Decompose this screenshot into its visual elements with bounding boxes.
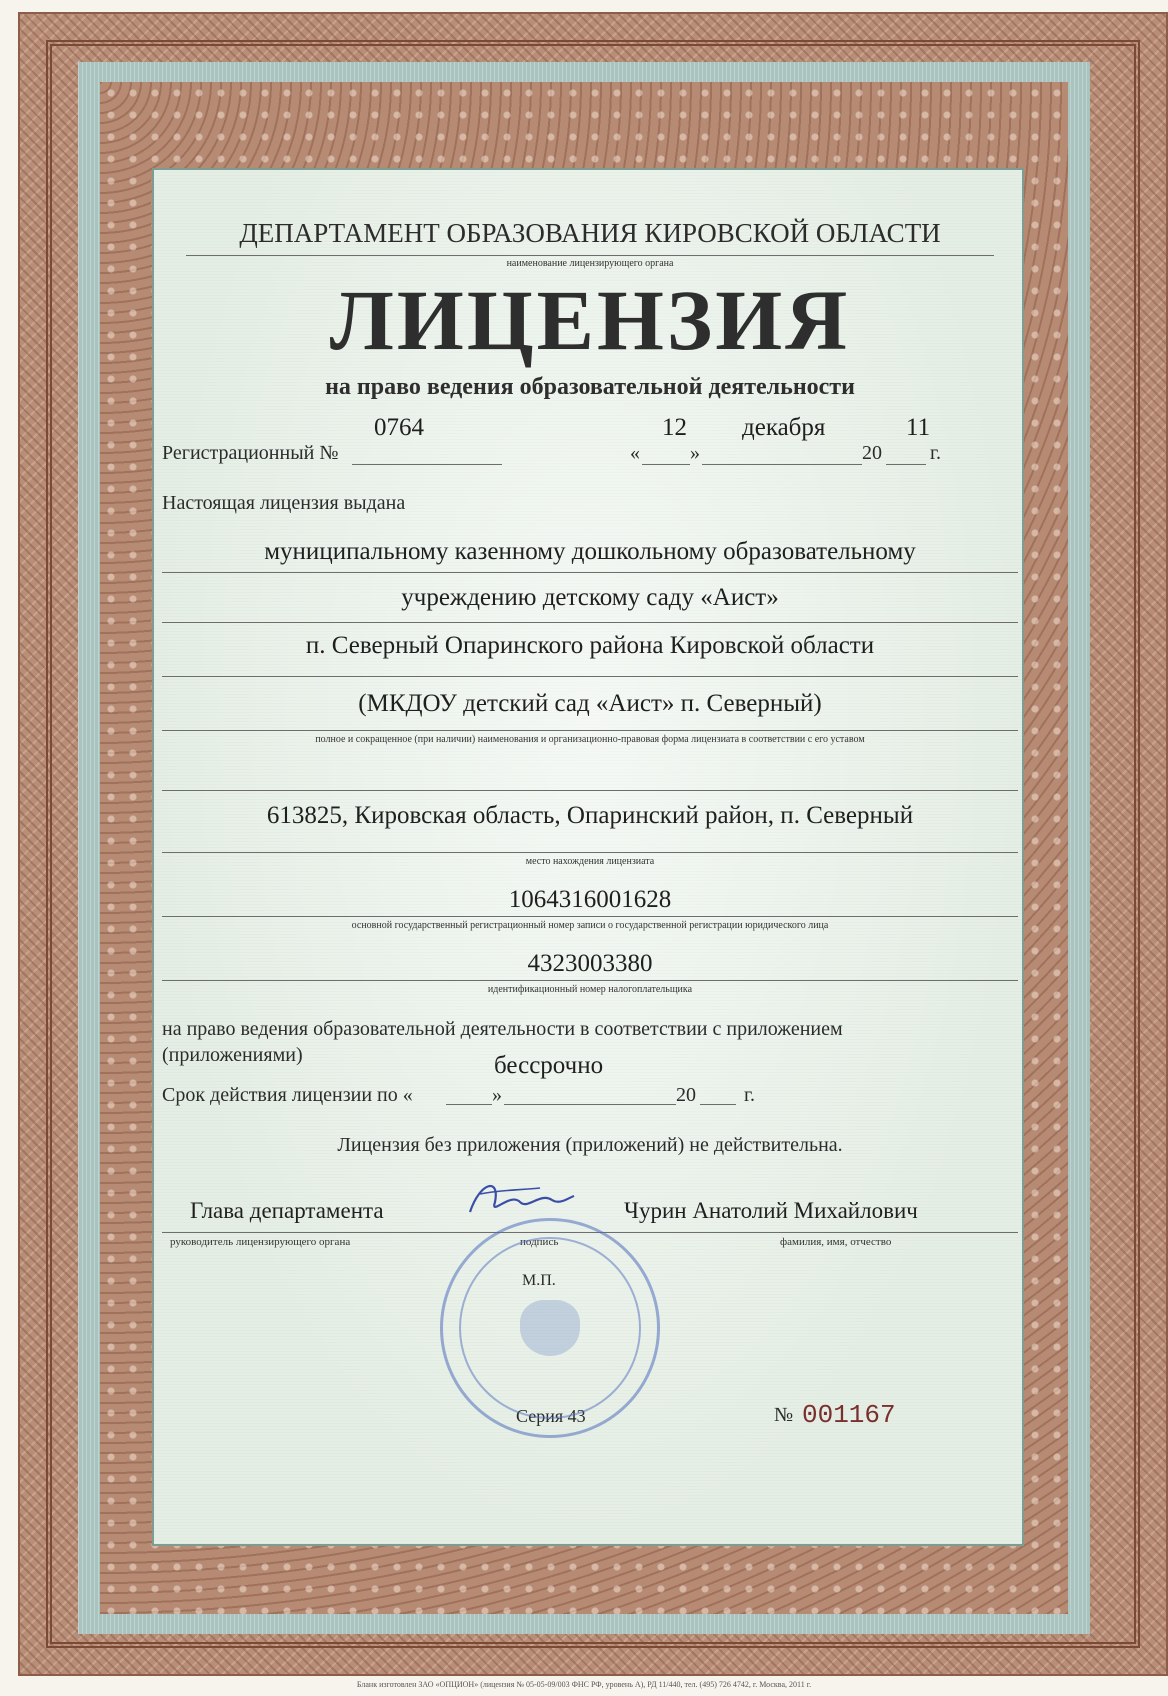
reg-number: 0764: [374, 414, 424, 441]
licensee-line-3: п. Северный Опаринского района Кировской области: [305, 632, 875, 659]
date-year: 11: [906, 414, 931, 441]
name-caption: фамилия, имя, отчество: [780, 1236, 892, 1248]
authority-underline: [186, 255, 994, 256]
licensee-short-name: (МКДОУ детский сад «Аист» п. Северный): [358, 690, 822, 717]
licensee-underline-2: [162, 622, 1018, 623]
validity-suffix: г.: [744, 1084, 755, 1106]
licensee-caption: полное и сокращенное (при наличии) наименования и организационно-правовая форма лицензиата в соответствии с его уставом: [315, 734, 865, 745]
licensee-underline-1: [162, 572, 1018, 573]
issued-to-label: Настоящая лицензия выдана: [162, 492, 406, 514]
ogrn-underline: [162, 916, 1018, 917]
date-close-quote: »: [690, 442, 700, 464]
date-day: 12: [662, 414, 687, 441]
validity-month-underline: [504, 1104, 676, 1105]
reg-label: Регистрационный №: [162, 442, 339, 464]
seal-place-mp: М.П.: [522, 1272, 556, 1289]
date-month: декабря: [742, 414, 826, 441]
document-subtitle: на право ведения образовательной деятельности: [325, 374, 855, 400]
printer-footer: Бланк изготовлен ЗАО «ОПЦИОН» (лицензия № 05-05-09/003 ФНС РФ, уровень А), РД 11/440, тел. (495) 726 4742, г. Москва, 2011 г.: [356, 1680, 812, 1689]
document-title: ЛИЦЕНЗИЯ: [329, 272, 851, 368]
date-month-underline: [702, 464, 862, 465]
signature-caption: подпись: [520, 1236, 559, 1248]
inn-value: 4323003380: [527, 950, 653, 977]
licensee-underline-4: [162, 730, 1018, 731]
ogrn-caption: основной государственный регистрационный номер записи о государственной регистрации юридического лица: [351, 920, 829, 931]
address-underline: [162, 852, 1018, 853]
date-suffix: г.: [930, 442, 941, 464]
reg-underline: [352, 464, 502, 465]
date-year-underline: [886, 464, 926, 465]
validity-notice: Лицензия без приложения (приложений) не действительна.: [337, 1134, 843, 1156]
licensee-line-1: муниципальному казенному дошкольному образовательному: [264, 538, 916, 565]
address-caption: место нахождения лицензиата: [525, 856, 655, 867]
inn-caption: идентификационный номер налогоплательщика: [487, 984, 693, 995]
seal-emblem: [520, 1300, 580, 1356]
licensee-underline-3: [162, 676, 1018, 677]
right-text-line-1: на право ведения образовательной деятельности в соответствии с приложением: [162, 1018, 843, 1040]
series: Серия 43: [516, 1406, 586, 1426]
validity-close-quote: »: [492, 1084, 502, 1106]
authority-caption: наименование лицензирующего органа: [506, 258, 674, 269]
authority-name: ДЕПАРТАМЕНТ ОБРАЗОВАНИЯ КИРОВСКОЙ ОБЛАСТИ: [239, 218, 941, 248]
blank-underline: [162, 790, 1018, 791]
date-day-underline: [642, 464, 690, 465]
right-text-line-2: (приложениями): [162, 1044, 303, 1066]
validity-day-underline: [446, 1104, 492, 1105]
validity-value: бессрочно: [494, 1052, 604, 1079]
licensee-address: 613825, Кировская область, Опаринский район, п. Северный: [266, 802, 914, 829]
validity-year-underline: [700, 1104, 736, 1105]
validity-century: 20: [676, 1084, 696, 1106]
head-position: Глава департамента: [190, 1198, 384, 1223]
blank-number: 001167: [802, 1400, 896, 1430]
head-name: Чурин Анатолий Михайлович: [624, 1198, 918, 1223]
head-caption: руководитель лицензирующего органа: [170, 1236, 351, 1248]
inn-underline: [162, 980, 1018, 981]
validity-label: Срок действия лицензии по «: [162, 1084, 413, 1106]
date-century: 20: [862, 442, 882, 464]
blank-number-label: №: [774, 1404, 794, 1426]
licensee-line-2: учреждению детскому саду «Аист»: [401, 584, 779, 611]
ogrn-value: 1064316001628: [508, 886, 672, 913]
date-open-quote: «: [630, 442, 640, 464]
